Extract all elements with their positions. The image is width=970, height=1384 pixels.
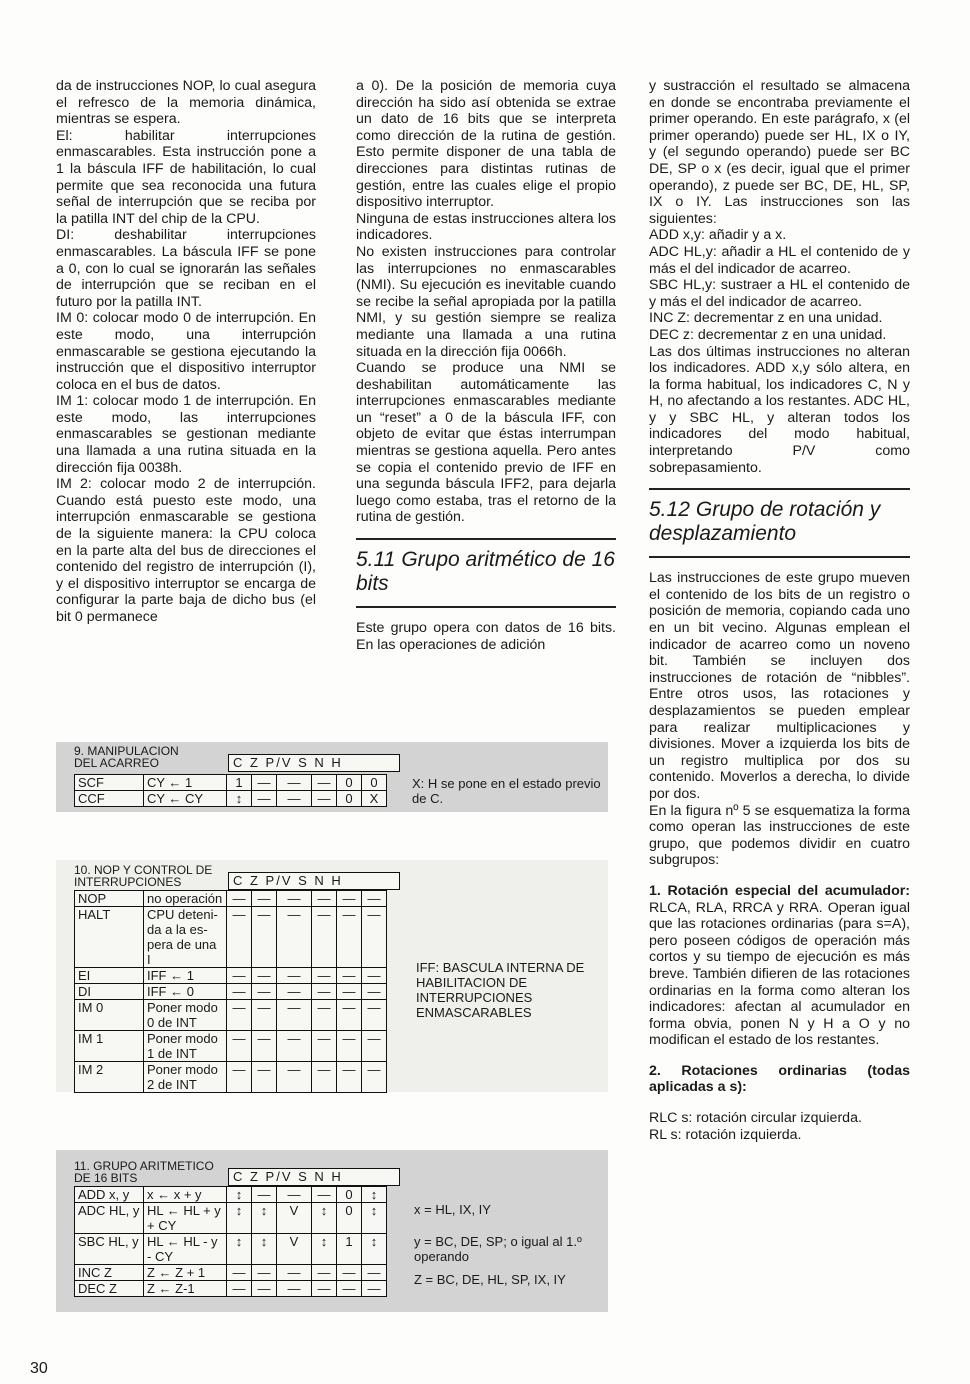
subgroup-1 xyxy=(649,883,910,1049)
table-row xyxy=(75,1031,387,1062)
table-note: X: H se pone en el estado previo de C. xyxy=(412,776,601,806)
paragraph: Las dos últimas instrucciones no alteran los indicadores. ADD x,y sólo altera, en la forma habitual, los indicadores C, N y H, no afectando a los restantes. ADC HL, y y SBC HL, y alteran todos los indicadores del modo habitual, interpretando P/V como sobrepasamiento. xyxy=(649,343,910,476)
table-cell-pv: V xyxy=(277,1203,312,1234)
table-cell-h: — xyxy=(362,1000,387,1031)
table-caption: 10. NOP Y CONTROL DE xyxy=(74,863,213,877)
table-cell-n: — xyxy=(337,1031,362,1062)
paragraph: INC Z: decrementar z en una unidad. xyxy=(649,310,883,327)
table-cell-pv: — xyxy=(277,907,312,968)
table-cell-s: — xyxy=(312,968,337,984)
table-cell-h: — xyxy=(362,984,387,1000)
table-cell-c: — xyxy=(227,907,252,968)
table-cell-z: — xyxy=(252,1265,277,1281)
table-row xyxy=(75,1203,387,1234)
column-2 xyxy=(356,78,616,653)
table-cell-h: — xyxy=(362,907,387,968)
table-cell-z: — xyxy=(252,891,277,907)
paragraph: El: habilitar interrupciones enmascarables. Esta instrucción pone a 1 la báscula IFF de habilitación, lo cual permite que sea reconocida una futura señal de interrupción que se reciba por la patilla INT del chip de la CPU. xyxy=(56,127,316,227)
table-cell-z: — xyxy=(252,907,277,968)
table-cell-h: — xyxy=(362,1265,387,1281)
paragraph: IM 0: colocar modo 0 de interrupción. En este modo, una interrupción enmascarable se gestiona ejecutando la instrucción que el dispositivo interruptor coloca en el bus de datos. xyxy=(56,310,316,393)
subgroup-text: RLCA, RLA, RRCA y RRA. Operan igual que las rotaciones ordinarias (para s=A), pero poseen códigos de operación más cortos y su tiempo de ejecución es más breve. También difieren de las rotaciones ordinarias en la forma como alteran los indicadores: afectan al acumulador en forma obvia, ponen N y H a O y no modifican el estado de los restantes. xyxy=(649,899,910,1049)
flags-header: C Z P/V S N H xyxy=(228,754,400,772)
flags-header: C Z P/V S N H xyxy=(228,872,400,890)
table-caption: DEL ACARREO xyxy=(74,756,159,770)
table-cell-c: — xyxy=(227,1062,252,1093)
table-cell-z: — xyxy=(252,775,277,791)
table-cell-s: ↕ xyxy=(312,1203,337,1234)
table-cell-s: — xyxy=(312,1281,337,1297)
table-cell-desc: IFF ← 1 xyxy=(144,968,227,984)
table-cell-n: — xyxy=(337,968,362,984)
table-cell-h: X xyxy=(362,791,387,807)
table-cell-s: — xyxy=(312,775,337,791)
table-cell-pv: — xyxy=(277,968,312,984)
table-cell-h: — xyxy=(362,1062,387,1093)
table-cell-z: ↕ xyxy=(252,1234,277,1265)
table-cell-op: SCF xyxy=(75,775,144,791)
table-cell-s: — xyxy=(312,1187,337,1203)
table-cell-c: — xyxy=(227,1000,252,1031)
table-cell-c: ↕ xyxy=(227,1187,252,1203)
paragraph: SBC HL,y: sustraer a HL el contenido de y más el del indicador de acarreo. xyxy=(649,277,910,310)
table-cell-c: — xyxy=(227,1031,252,1062)
table-cell-z: — xyxy=(252,1062,277,1093)
table-cell-desc: HL ← HL - y - CY xyxy=(144,1234,227,1265)
section-number: 5.12 xyxy=(649,498,690,522)
table-cell-s: — xyxy=(312,891,337,907)
subgroup-heading: 1. Rotación especial del acumulador: xyxy=(649,882,910,899)
table-cell-h: — xyxy=(362,968,387,984)
table-cell-c: ↕ xyxy=(227,791,252,807)
table-cell-op: EI xyxy=(75,968,144,984)
table-cell-op: ADD x, y xyxy=(75,1187,144,1203)
table-row xyxy=(75,891,387,907)
table-cell-n: 0 xyxy=(337,775,362,791)
table-caption: 11. GRUPO ARITMETICO xyxy=(74,1159,214,1173)
subgroup-heading: 2. Rotaciones ordinarias (todas aplicadas a s): xyxy=(649,1062,910,1096)
table-cell-desc: Poner modo 1 de INT xyxy=(144,1031,227,1062)
table-cell-c: — xyxy=(227,968,252,984)
column-1 xyxy=(56,78,316,626)
table-cell-c: 1 xyxy=(227,775,252,791)
table-cell-desc: CY ← 1 xyxy=(144,775,227,791)
table-row xyxy=(75,775,387,791)
table-cell-pv: — xyxy=(277,891,312,907)
table-9-carry-manipulation xyxy=(56,742,608,812)
paragraph: Las instrucciones de este grupo mueven el contenido de los bits de un registro o posición de memoria, copiando cada uno en un bit vecino. Algunas emplean el indicador de acarreo como un noveno bit. También se incluyen dos instrucciones de rotación de “nibbles”. Entre otros usos, las rotaciones y desplazamientos se pueden emplear para realizar multiplicaciones y divisiones. Mover a izquierda los bits de un registro multiplica por dos su contenido. Moverlos a derecha, lo divide por dos. xyxy=(649,570,910,802)
section-title: Grupo aritmético de 16 bits xyxy=(356,548,615,596)
table-cell-pv: — xyxy=(277,1265,312,1281)
table-cell-c: ↕ xyxy=(227,1234,252,1265)
table-caption: INTERRUPCIONES xyxy=(74,875,182,889)
table-cell-z: — xyxy=(252,1000,277,1031)
table-cell-h: — xyxy=(362,1281,387,1297)
table-cell-n: — xyxy=(337,891,362,907)
table-10 xyxy=(74,890,387,1093)
table-cell-n: — xyxy=(337,1000,362,1031)
section-number: 5.11 xyxy=(356,548,396,572)
table-cell-op: DI xyxy=(75,984,144,1000)
table-cell-h: — xyxy=(362,1031,387,1062)
table-cell-pv: V xyxy=(277,1234,312,1265)
table-9 xyxy=(74,774,387,807)
table-cell-op: ADC HL, y xyxy=(75,1203,144,1234)
table-cell-desc: CPU deteni-da a la es-pera de una I xyxy=(144,907,227,968)
paragraph: Cuando se produce una NMI se deshabilitan automáticamente las interrupciones enmascarables mediante un “reset” a 0 de la báscula IFF, con objeto de evitar que éstas interrumpan mientras se gestiona aquella. Pero antes se copia el contenido previo de IFF en una segunda báscula IFF2, para dejarla luego como estaba, tras el retorno de la rutina de gestión. xyxy=(356,360,616,526)
table-cell-n: — xyxy=(337,984,362,1000)
table-cell-s: — xyxy=(312,1265,337,1281)
table-cell-c: — xyxy=(227,891,252,907)
table-row xyxy=(75,1265,387,1281)
paragraph: No existen instrucciones para controlar las interrupciones no enmascarables (NMI). Su ejecución es inevitable cuando se recibe la señal apropiada por la patilla NMI, y su gestión siempre se realiza mediante una llamada a una rutina situada en la dirección fija 0066h. xyxy=(356,243,616,360)
table-cell-c: ↕ xyxy=(227,1203,252,1234)
table-cell-z: — xyxy=(252,1281,277,1297)
table-cell-desc: x ← x + y xyxy=(144,1187,227,1203)
table-cell-z: — xyxy=(252,1187,277,1203)
table-cell-op: IM 2 xyxy=(75,1062,144,1093)
table-cell-pv: — xyxy=(277,1187,312,1203)
table-cell-z: — xyxy=(252,984,277,1000)
table-cell-s: — xyxy=(312,791,337,807)
paragraph: DI: deshabilitar interrupciones enmascarables. La báscula IFF se pone a 0, con lo cual se ignorarán las señales de interrupción que se reciban en el futuro por la patilla INT. xyxy=(56,227,316,310)
paragraph: RLC s: rotación circular izquierda. xyxy=(649,1110,862,1127)
table-cell-z: — xyxy=(252,791,277,807)
paragraph: Ninguna de estas instrucciones altera los indicadores. xyxy=(356,210,616,244)
table-caption: 9. MANIPULACION xyxy=(74,744,179,758)
table-cell-n: 0 xyxy=(337,1187,362,1203)
table-cell-h: ↕ xyxy=(362,1187,387,1203)
table-cell-n: 1 xyxy=(337,1234,362,1265)
table-cell-desc: HL ← HL + y + CY xyxy=(144,1203,227,1234)
table-note: IFF: BASCULA INTERNA DE HABILITACION DE INTERRUPCIONES ENMASCARABLES xyxy=(416,960,585,1020)
table-row xyxy=(75,907,387,968)
section-heading-5-11 xyxy=(356,538,616,608)
table-cell-s: — xyxy=(312,907,337,968)
table-cell-op: NOP xyxy=(75,891,144,907)
table-note: x = HL, IX, IY xyxy=(414,1202,491,1217)
table-cell-op: DEC Z xyxy=(75,1281,144,1297)
table-cell-pv: — xyxy=(277,1000,312,1031)
paragraph: IM 2: colocar modo 2 de interrupción. Cuando está puesto este modo, una interrupción enmascarable se gestiona de la siguiente manera: la CPU coloca en la parte alta del bus de direcciones el contenido del registro de interrupción (I), y el dispositivo interruptor se encarga de configurar la parte baja de dicho bus (el bit 0 permanece xyxy=(56,476,316,625)
paragraph: DEC z: decrementar z en una unidad. xyxy=(649,326,887,343)
column-3 xyxy=(649,78,910,1143)
table-11 xyxy=(74,1186,387,1297)
table-caption: DE 16 BITS xyxy=(74,1171,138,1185)
section-title: Grupo de rotación y desplazamiento xyxy=(649,498,881,546)
table-cell-z: — xyxy=(252,1031,277,1062)
table-cell-desc: no operación xyxy=(144,891,227,907)
table-cell-pv: — xyxy=(277,1281,312,1297)
table-cell-n: — xyxy=(337,1265,362,1281)
table-row xyxy=(75,1062,387,1093)
table-cell-n: — xyxy=(337,1062,362,1093)
table-cell-desc: CY ← CY xyxy=(144,791,227,807)
table-cell-desc: Z ← Z + 1 xyxy=(144,1265,227,1281)
paragraph: da de instrucciones NOP, lo cual asegura el refresco de la memoria dinámica, mientras se espera. xyxy=(56,78,316,128)
table-cell-s: — xyxy=(312,1000,337,1031)
table-row xyxy=(75,1000,387,1031)
table-11-arithmetic-16bit xyxy=(56,1150,608,1312)
table-note: y = BC, DE, SP; o igual al 1.º operando xyxy=(414,1234,582,1264)
table-cell-c: — xyxy=(227,1265,252,1281)
paragraph: RL s: rotación izquierda. xyxy=(649,1126,802,1143)
table-10-nop-interrupts xyxy=(56,860,608,1092)
table-row xyxy=(75,968,387,984)
table-row xyxy=(75,984,387,1000)
table-row xyxy=(75,1234,387,1265)
table-cell-op: INC Z xyxy=(75,1265,144,1281)
table-row xyxy=(75,1281,387,1297)
table-cell-s: — xyxy=(312,1062,337,1093)
paragraph: IM 1: colocar modo 1 de interrupción. En este modo, las interrupciones enmascarables se gestionan mediante una llamada a una rutina situada en la dirección fija 0038h. xyxy=(56,393,316,476)
table-cell-op: IM 0 xyxy=(75,1000,144,1031)
table-cell-desc: Poner modo 0 de INT xyxy=(144,1000,227,1031)
table-row xyxy=(75,1187,387,1203)
table-cell-pv: — xyxy=(277,1031,312,1062)
table-cell-c: — xyxy=(227,984,252,1000)
table-cell-z: ↕ xyxy=(252,1203,277,1234)
table-cell-desc: Poner modo 2 de INT xyxy=(144,1062,227,1093)
table-cell-op: SBC HL, y xyxy=(75,1234,144,1265)
paragraph: y sustracción el resultado se almacena en donde se encontraba previamente el primer operando. En este parágrafo, x (el primer operando) puede ser HL, IX o IY, y (el segundo operando) puede ser BC DE, SP o x (es decir, igual que el primer operando), z puede ser BC, DE, HL, SP, IX o IY. Las instrucciones son las siguientes: xyxy=(649,78,910,227)
table-cell-s: — xyxy=(312,984,337,1000)
table-cell-desc: IFF ← 0 xyxy=(144,984,227,1000)
table-cell-pv: — xyxy=(277,984,312,1000)
paragraph: En la figura nº 5 se esquematiza la forma como operan las instrucciones de este grupo, que podemos dividir en cuatro subgrupos: xyxy=(649,802,910,869)
paragraph: ADC HL,y: añadir a HL el contenido de y más el del indicador de acarreo. xyxy=(649,243,910,277)
table-cell-c: — xyxy=(227,1281,252,1297)
flags-header: C Z P/V S N H xyxy=(228,1168,400,1186)
table-cell-h: ↕ xyxy=(362,1203,387,1234)
table-cell-h: — xyxy=(362,891,387,907)
paragraph: a 0). De la posición de memoria cuya dirección ha sido así obtenida se extrae un dato de 16 bits que se interpreta como dirección de la rutina de gestión. Esto permite disponer de una tabla de direcciones para distintas rutinas de gestión, entre las cuales elige el propio dispositivo interruptor. xyxy=(356,78,616,211)
table-cell-n: 0 xyxy=(337,1203,362,1234)
table-cell-n: — xyxy=(337,907,362,968)
table-cell-n: 0 xyxy=(337,791,362,807)
section-heading-5-12 xyxy=(649,488,910,558)
table-cell-op: CCF xyxy=(75,791,144,807)
table-cell-pv: — xyxy=(277,1062,312,1093)
subgroup-2 xyxy=(649,1063,910,1096)
paragraph: ADD x,y: añadir y a x. xyxy=(649,227,787,244)
table-cell-pv: — xyxy=(277,775,312,791)
table-cell-pv: — xyxy=(277,791,312,807)
table-cell-s: — xyxy=(312,1031,337,1062)
table-cell-op: IM 1 xyxy=(75,1031,144,1062)
table-note: Z = BC, DE, HL, SP, IX, IY xyxy=(414,1272,566,1287)
table-cell-desc: Z ← Z-1 xyxy=(144,1281,227,1297)
table-cell-z: — xyxy=(252,968,277,984)
table-cell-s: ↕ xyxy=(312,1234,337,1265)
table-cell-h: 0 xyxy=(362,775,387,791)
table-cell-n: — xyxy=(337,1281,362,1297)
table-cell-op: HALT xyxy=(75,907,144,968)
table-cell-h: ↕ xyxy=(362,1234,387,1265)
page-number: 30 xyxy=(30,1360,48,1377)
paragraph: Este grupo opera con datos de 16 bits. En las operaciones de adición xyxy=(356,620,616,653)
table-row xyxy=(75,791,387,807)
